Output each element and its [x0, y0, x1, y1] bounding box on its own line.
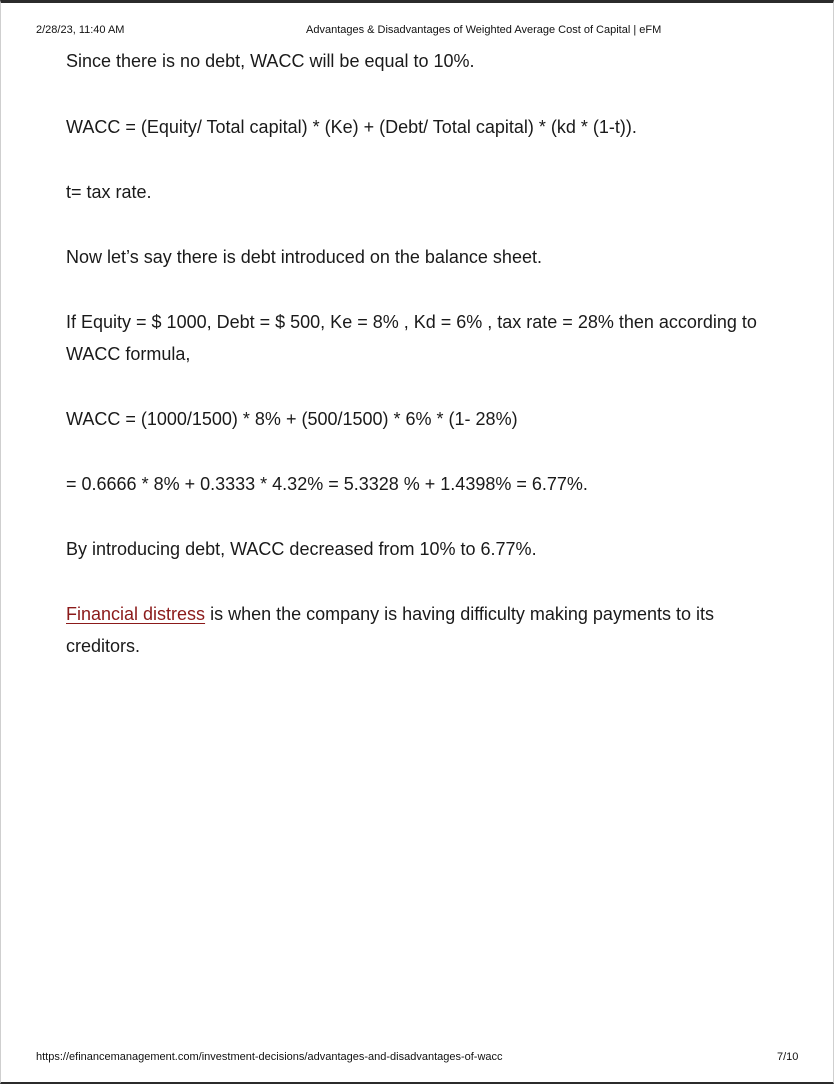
paragraph-financial-distress: [66, 598, 776, 662]
print-date: 2/28/23, 11:40 AM: [36, 24, 125, 36]
paragraph-wacc-formula: WACC = (Equity/ Total capital) * (Ke) + (Debt/ Total capital) * (kd * (1-t)).: [66, 117, 637, 137]
paragraph-debt-introduced: Now let’s say there is debt introduced on the balance sheet.: [66, 247, 542, 267]
print-page-title: Advantages & Disadvantages of Weighted Average Cost of Capital | eFM: [306, 24, 662, 36]
financial-distress-text: is when the company is having difficulty making payments to its creditors.: [66, 604, 714, 656]
paragraph-conclusion: By introducing debt, WACC decreased from 10% to 6.77%.: [66, 539, 537, 559]
paragraph-example-inputs: If Equity = $ 1000, Debt = $ 500, Ke = 8% , Kd = 6% , tax rate = 28% then according to WACC formula,: [66, 312, 757, 364]
paragraph-tax-rate: t= tax rate.: [66, 182, 152, 202]
page-number: 7/10: [777, 1051, 799, 1063]
financial-distress-link[interactable]: Financial distress: [66, 604, 206, 624]
article-body: [66, 45, 776, 695]
print-url: https://efinancemanagement.com/investment-decisions/advantages-and-disadvantages-of-wacc: [36, 1051, 503, 1063]
paragraph-wacc-calculation: WACC = (1000/1500) * 8% + (500/1500) * 6% * (1- 28%): [66, 409, 518, 429]
paragraph-no-debt: Since there is no debt, WACC will be equal to 10%.: [66, 51, 475, 71]
paragraph-wacc-result: = 0.6666 * 8% + 0.3333 * 4.32% = 5.3328 % + 1.4398% = 6.77%.: [66, 474, 588, 494]
